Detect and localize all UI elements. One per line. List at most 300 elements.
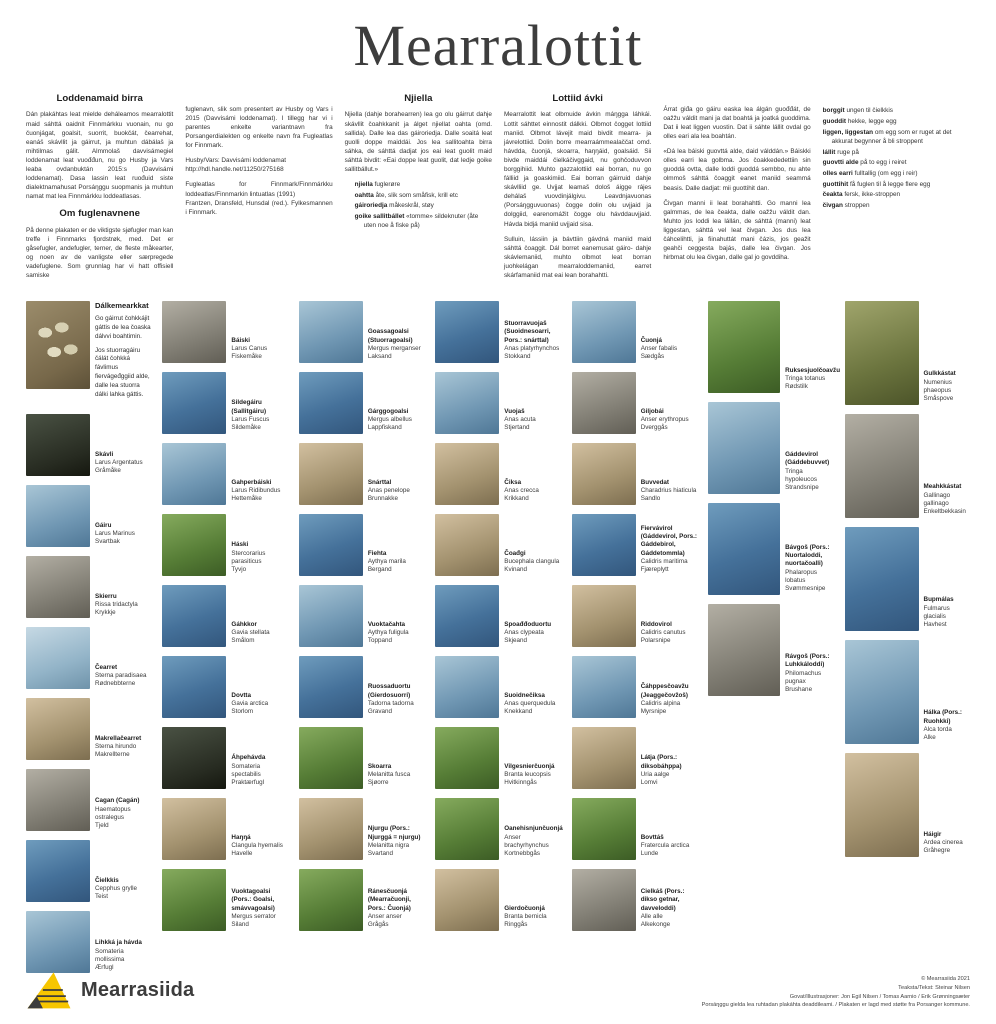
bird-photo <box>26 840 90 902</box>
bird-photo <box>435 372 499 434</box>
bird-label <box>641 408 697 434</box>
bird-cell <box>299 514 424 576</box>
bird-norwegian-name: Polarsnipe <box>640 637 671 645</box>
bird-latin-name: Cepphus grylle <box>95 884 138 892</box>
heading-loddenamaid-birra: Loddenamaid birra <box>56 92 143 104</box>
bird-name: Njurgu (Pors.: Njurggá = njurgu) <box>367 825 421 841</box>
bird-latin-name: Calidris alpina <box>640 699 681 707</box>
bird-photo <box>26 698 90 760</box>
bird-photo <box>572 443 636 505</box>
glossary-entry <box>823 190 970 199</box>
bird-grid <box>0 287 996 972</box>
bird-label <box>95 664 151 690</box>
bird-label <box>231 541 287 575</box>
bird-photo <box>435 656 499 718</box>
bird-name: Čearret <box>95 663 118 671</box>
bird-latin-name: Larus Canus <box>231 344 268 352</box>
bird-cell <box>708 604 833 696</box>
glossary-entry <box>823 148 970 157</box>
bird-name: Hálka (Pors.: Ruohkki) <box>923 709 963 725</box>
bird-name: Láŧja (Pors.: diksobáhppa) <box>640 754 682 770</box>
bird-name: Skierru <box>95 592 117 600</box>
bird-cell <box>845 414 970 518</box>
intro-column-5 <box>663 90 810 287</box>
bird-label <box>368 763 424 789</box>
bird-label <box>504 550 560 576</box>
bird-cell <box>708 402 833 494</box>
bird-label <box>924 831 970 857</box>
bird-photo <box>299 798 363 860</box>
glossary-definition: åte, slik som småfisk, krill etc <box>375 191 459 199</box>
bird-label <box>231 754 287 788</box>
bird-latin-name: Anas penelope <box>367 486 410 494</box>
glossary-term: čeakta <box>822 191 843 199</box>
bird-latin-name: Anas acuta <box>504 415 536 423</box>
bird-column <box>572 301 697 969</box>
glossary-definition: på to egg i reiret <box>860 159 907 167</box>
bird-label <box>231 834 287 860</box>
bird-cell <box>845 753 970 857</box>
bird-photo <box>299 656 363 718</box>
bird-norwegian-name: Brushane <box>785 686 813 694</box>
bird-norwegian-name: Kvinand <box>504 566 528 574</box>
glossary-entry <box>355 201 492 210</box>
bird-cell <box>435 301 560 363</box>
bird-latin-name: Mergus albellus <box>367 415 412 423</box>
bird-photo <box>26 769 90 831</box>
bird-photo <box>572 514 636 576</box>
bird-label <box>368 479 424 505</box>
glossary-entry <box>823 117 970 126</box>
bird-norwegian-name: Sildemåke <box>231 424 261 432</box>
bird-cell <box>299 372 424 434</box>
bird-label <box>785 653 833 695</box>
bird-column <box>708 301 841 969</box>
bird-photo <box>299 514 363 576</box>
bird-cell <box>435 514 560 576</box>
bird-photo <box>162 656 226 718</box>
bird-norwegian-name: Gråmåke <box>95 467 121 475</box>
bird-latin-name: Tadorna tadorna <box>367 699 414 707</box>
bird-name: Ruksesjuolčoavžu <box>785 366 841 374</box>
bird-norwegian-name: Ringgås <box>504 921 528 929</box>
intro-paragraph: Dán plakáhtas leat mielde deháleamos mearralottit maid sáhttá oaidnit Finnmárkku vuonain, nu go čuonjágat, goalsit, suorrit, buokčát, čearrehat, eanáš skávllit ja gáirrut, ja muhtun dábálaš ja mihtilmas gálit. Almmolaš davvisámegiel loddenamat leat vuođđun, nu go Husby ja Vars leaba ovdanbuktán 2015:s (Davvisámi loddenamat). Dasa lassin leat ruođuid siste dialektnamahusat Porsáŋggu suopmanis ja muhtun namat mat lea Finnmárkku loddeatlasas. <box>26 111 174 201</box>
bird-latin-name: Larus Ridibundus <box>231 486 281 494</box>
bird-name: Suoidnečiksa <box>504 691 545 699</box>
bird-photo <box>299 869 363 931</box>
bird-column <box>299 301 424 969</box>
glossary-term: olles earri <box>822 169 853 177</box>
bird-name: Gáddevirol (Gáddebuvvet) <box>785 451 830 467</box>
bird-name: Fiehta <box>367 549 387 557</box>
bird-norwegian-name: Knekkand <box>504 708 533 716</box>
glossary-term: gáiroriedja <box>354 202 388 210</box>
bird-cell <box>572 372 697 434</box>
bird-cell <box>162 656 287 718</box>
credit-line: Porsáŋggu gielda lea ruhtadan plakáhta deaddileami. / Plakaten er lagd med støtte fra Porsanger kommune. <box>701 1002 970 1009</box>
bird-photo <box>162 372 226 434</box>
bird-cell <box>26 556 151 618</box>
bird-norwegian-name: Enkeltbekkasin <box>923 508 966 516</box>
bird-name: Cagan (Cagán) <box>95 797 140 805</box>
bird-photo <box>299 301 363 363</box>
bird-label <box>785 451 833 493</box>
bird-photo <box>26 414 90 476</box>
bird-label <box>504 763 560 789</box>
glossary-entry <box>823 158 970 167</box>
bird-cell <box>26 485 151 547</box>
bird-photo <box>845 414 919 518</box>
bird-label <box>95 451 151 477</box>
bird-norwegian-name: Rødstilk <box>785 383 808 391</box>
bird-latin-name: Uria aalge <box>640 770 670 778</box>
bird-latin-name: Gavia arctica <box>231 699 269 707</box>
bird-cell <box>162 727 287 789</box>
bird-label <box>504 905 560 931</box>
glossary-term: oahtta <box>354 191 374 199</box>
bird-latin-name: Alle alle <box>640 912 663 920</box>
bird-cell <box>572 514 697 576</box>
glossary-entry <box>823 128 970 146</box>
bird-cell <box>435 727 560 789</box>
glossary-term: guoddit <box>822 118 847 126</box>
glossary-definition: fuglerøre <box>374 181 401 189</box>
bird-name: Giljobái <box>640 407 664 415</box>
bird-name: Čoađgi <box>504 549 526 557</box>
glossary-term: lállit <box>822 148 836 156</box>
bird-label <box>95 593 151 619</box>
bird-name: Čáhppesčoavžu (Jeaggečovžoš) <box>640 683 689 699</box>
bird-norwegian-name: Tyvjo <box>231 566 247 574</box>
glossary-term: čivgan <box>822 201 843 209</box>
bird-column <box>162 301 287 969</box>
bird-cell <box>708 301 841 393</box>
glossary-entry <box>355 191 492 200</box>
weather-signs-heading: Dálkemearkkat <box>95 300 149 310</box>
bird-latin-name: Gallinago gallinago <box>923 491 951 507</box>
footer <box>26 970 970 1010</box>
bird-norwegian-name: Bergand <box>367 566 392 574</box>
bird-label <box>368 328 424 362</box>
bird-norwegian-name: Fjæreplytt <box>640 566 669 574</box>
bird-photo <box>26 627 90 689</box>
intro-paragraph: Mearralottit leat olbmuide ávkin máŋgga láhkái. Lottit sáhttet einnostit dálkki. Olbmot čogget lottiid maniid. Olbmot lávejit maid bivdit mearra- ja jávrelottiid. Dolin borre mearraámmealaččat omd. hávdda, čuonjá, skoarra, haŋŋáid, goalsáid. Sii bivde maiddái čielkáčivggaid, nu gohčoduvvon borggihiid. Muhto gazzalottiid eai borran, nu go fálliid ja goaskimiid. Eai borran gáirruid dahje skávlliid ge. Uvjjat leamaš dološ áigge rájes dehálaš vuovdinjálgivu. Leavdnjavuonas (Porsáŋgguvuonas) čogge dolin olu uvjjaid ja dolggiid, earenomážit čogge olu hávddauvjjaid. Hávda bidjá maniid uvjjaid sisa. <box>503 111 652 228</box>
bird-latin-name: Branta leucopsis <box>504 770 551 778</box>
bird-cell <box>26 414 151 476</box>
bird-photo <box>572 727 636 789</box>
bird-photo <box>435 869 499 931</box>
bird-norwegian-name: Kortnebbgås <box>504 850 540 858</box>
bird-name: Čiksa <box>504 478 522 486</box>
bird-cell <box>435 656 560 718</box>
bird-label <box>641 525 697 576</box>
bird-column <box>845 301 970 969</box>
bird-cell <box>572 301 697 363</box>
credit-line: © Mearrasiida 2021 <box>921 976 970 983</box>
bird-photo <box>162 514 226 576</box>
bird-photo <box>708 301 780 393</box>
bird-label <box>504 692 560 718</box>
bird-cell <box>435 372 560 434</box>
bird-latin-name: Stercorarius parasiticus <box>231 549 266 565</box>
logo-text: Mearrasiida <box>81 978 195 1001</box>
bird-norwegian-name: Smålom <box>231 637 255 645</box>
bird-cell <box>435 585 560 647</box>
bird-name: Spoađđoduortu <box>504 620 552 628</box>
bird-norwegian-name: Gravand <box>367 708 392 716</box>
bird-photo <box>435 727 499 789</box>
credits <box>702 975 970 1010</box>
bird-label <box>368 621 424 647</box>
bird-latin-name: Charadrius hiaticula <box>640 486 697 494</box>
bird-label <box>368 888 424 930</box>
bird-photo <box>572 656 636 718</box>
bird-photo <box>162 443 226 505</box>
bird-norwegian-name: Storlom <box>231 708 254 716</box>
bird-photo <box>845 301 919 405</box>
bird-name: Fiervávirol (Gáddevirol, Pors.: Gáddebirol, Gáddetommla) <box>640 524 698 557</box>
bird-cell <box>845 527 970 631</box>
weather-paragraph: Go gáirrut čohkkájit gáttis de lea čoaska dálvvi boahtimin. <box>95 315 151 340</box>
bird-latin-name: Aythya marila <box>367 557 406 565</box>
bird-name: Skávli <box>95 450 114 458</box>
bird-name: Ruossaduortu (Gierdosuorri) <box>367 683 411 699</box>
heading-om-fuglenavnene: Om fuglenavnene <box>59 208 140 220</box>
bird-cell <box>572 656 697 718</box>
bird-label <box>368 683 424 717</box>
bird-name: Dovtta <box>231 691 252 699</box>
bird-label <box>504 479 560 505</box>
bird-norwegian-name: Fiskemåke <box>231 353 262 361</box>
bird-label <box>785 366 841 393</box>
glossary-term: guottihit <box>822 180 849 188</box>
glossary-definition: fersk, ikke-stroppen <box>844 191 901 199</box>
credit-line: Govat/Illustrasjoner: Jon Egil Nilsen / Tomas Aarnio / Erik Grønningsæter <box>789 993 970 1000</box>
bird-norwegian-name: Laksand <box>367 353 392 361</box>
intro-paragraph: På denne plakaten er de viktigste sjøfugler man kan treffe i Finnmarks fjordstrøk, med. Det er gåsefugler, andefugler, terner, de fleste måkearter, og noen av de vanligste eller særpregede vadefuglene. Som grunnlag har vi hatt offisiell samiske <box>26 226 174 280</box>
bird-latin-name: Mergus merganser <box>367 344 421 352</box>
bird-cell <box>26 698 151 760</box>
bird-name: Bovttáš <box>640 833 664 841</box>
intro-section <box>0 78 996 287</box>
nest-eggs-photo <box>26 301 90 389</box>
intro-column-3 <box>345 90 492 287</box>
bird-name: Oanehisnjunčuonjá <box>504 825 563 833</box>
bird-name: Háigir <box>923 830 942 838</box>
bird-label <box>95 877 151 903</box>
bird-latin-name: Larus Argentatus <box>95 458 143 466</box>
bird-norwegian-name: Krykkje <box>95 609 116 617</box>
heading-lottiid-avki: Lottiid ávki <box>552 92 603 104</box>
intro-paragraph: fuglenavn, slik som presentert av Husby og Vars i 2015 (Davvisámi loddenamat). I tillegg har vi i parentes enkelte variantnavn fra Porsangerdialekten og enkelte navn fra Fugleatlas for Finnmark. <box>185 105 333 150</box>
bird-latin-name: Clangula hyemalis <box>231 841 283 849</box>
glossary-definition: ruge på <box>837 148 859 156</box>
bird-latin-name: Alca torda <box>923 725 952 733</box>
bird-latin-name: Ardea cinerea <box>923 838 963 846</box>
glossary-entry <box>823 169 970 178</box>
bird-photo <box>435 585 499 647</box>
bird-photo <box>162 798 226 860</box>
bird-name: Gáiru <box>95 521 112 529</box>
bird-cell <box>162 514 287 576</box>
glossary-entry <box>355 212 492 230</box>
bird-norwegian-name: Stokkand <box>504 353 531 361</box>
bird-name: Bávgoš (Pors.: Nuortaloddi, nuortačoalli) <box>785 543 830 568</box>
glossary-term: njiella <box>354 181 373 189</box>
bird-norwegian-name: Hettemåke <box>231 495 262 503</box>
bird-label <box>231 399 287 433</box>
bird-column <box>435 301 563 969</box>
bird-norwegian-name: Rødnebbterne <box>95 680 136 688</box>
bird-cell <box>572 727 697 789</box>
bird-latin-name: Somateria spectabilis <box>231 762 261 778</box>
bird-cell <box>26 627 151 689</box>
bird-cell <box>299 301 424 363</box>
glossary-entry <box>823 201 970 210</box>
bird-label <box>231 888 287 930</box>
intro-paragraph: Sulluin, lássiin ja bávttiin gávdná maniid maid sáhttá čoaggit. Dál borret eanemusat gáiro- dahje skávlemaniid, muhto olbmot leat borran juohkelágan mearraloddemaniid, earret skárfamaniid mat eai lean borahahtti. <box>503 235 652 279</box>
bird-label <box>95 797 151 831</box>
intro-column-6 <box>823 90 970 287</box>
bird-cell <box>572 798 697 860</box>
bird-cell <box>162 585 287 647</box>
bird-norwegian-name: Gråhegre <box>923 847 951 855</box>
bird-latin-name: Aythya fuligula <box>367 628 409 636</box>
bird-name: Gáhkkor <box>231 620 257 628</box>
bird-name: Vilgesnierčuonjá <box>504 762 555 770</box>
bird-name: Lihkká ja hávda <box>95 939 142 947</box>
bird-cell <box>162 443 287 505</box>
bird-cell <box>162 869 287 931</box>
poster-title: Mearralottit <box>353 13 643 78</box>
bird-name: Vuojaš <box>504 407 525 415</box>
glossary-definition: «tomme» sildeknuter (åte uten noe å fiske på) <box>363 213 479 230</box>
bird-cell <box>299 656 424 718</box>
glossary-term: borggit <box>822 107 845 115</box>
bird-norwegian-name: Sædgås <box>640 353 665 361</box>
bird-latin-name: Sterna hirundo <box>95 742 137 750</box>
bird-cell <box>162 798 287 860</box>
bird-latin-name: Mergus serrator <box>231 912 276 920</box>
bird-name: Makrellačearret <box>95 734 142 742</box>
bird-norwegian-name: Småspove <box>923 395 954 403</box>
glossary-definition: ungen til čielkkis <box>846 107 893 115</box>
bird-label <box>95 522 151 548</box>
bird-cell <box>708 503 833 595</box>
bird-name: Sildegáiru (Sallitgáiru) <box>231 399 267 415</box>
bird-norwegian-name: Alkekonge <box>640 921 671 929</box>
bird-label <box>641 621 697 647</box>
bird-photo <box>572 301 636 363</box>
bird-cell <box>572 869 697 931</box>
intro-paragraph: «Dá lea báiski guovttá alde, daid válddán.» Báiskki olles earri lea golbma. Jos čoakkededettiin sin guoddá ovtta, dalle loddi guoddá sembbo, nu ahte olmmoš sáhttá čoaggit eanet maniid seammá beasis. Dalle dadjat: mii guottihit dan. <box>663 148 811 192</box>
bird-label <box>504 825 563 859</box>
bird-name: Gárggogoalsi <box>367 407 409 415</box>
bird-label <box>231 337 287 363</box>
bird-photo <box>572 798 636 860</box>
bird-latin-name: Larus Fuscus <box>231 415 270 423</box>
bird-label <box>785 544 833 595</box>
bird-photo <box>845 753 919 857</box>
mearrasiida-logo <box>26 970 194 1010</box>
bird-name: Skoarra <box>367 762 392 770</box>
bird-photo <box>26 485 90 547</box>
glossary-term: liggen, liggestan <box>822 128 874 136</box>
glossary-entry <box>823 180 970 189</box>
bird-latin-name: Rissa tridactyla <box>95 600 138 608</box>
bird-latin-name: Anser anser <box>367 912 402 920</box>
bird-label <box>231 479 287 505</box>
bird-norwegian-name: Grågås <box>367 921 389 929</box>
bird-photo <box>162 301 226 363</box>
bird-cell <box>26 911 151 973</box>
bird-latin-name: Haematopus ostralegus <box>95 805 131 821</box>
bird-name: Gahperbáiski <box>231 478 272 486</box>
bird-label <box>95 939 151 973</box>
bird-photo <box>26 911 90 973</box>
bird-column <box>26 300 151 972</box>
mountain-logo-icon <box>26 970 72 1010</box>
bird-photo <box>845 640 919 744</box>
bird-norwegian-name: Krikkand <box>504 495 529 503</box>
bird-latin-name: Melanitta nigra <box>367 841 410 849</box>
intro-column-2 <box>185 90 332 287</box>
bird-name: Báiski <box>231 336 250 344</box>
bird-norwegian-name: Sjøorre <box>367 779 389 787</box>
bird-cell <box>435 869 560 931</box>
bird-latin-name: Melanitta fusca <box>367 770 411 778</box>
bird-photo <box>708 503 780 595</box>
bird-photo <box>572 585 636 647</box>
reference-title: Fugleatlas for Finnmark/Finnmárkku loddeatlas/Finnmarkin lintuatlas (1991) <box>185 181 333 198</box>
bird-cell <box>26 769 151 831</box>
reference-husby-vars <box>185 156 332 174</box>
bird-latin-name: Numenius phaeopus <box>923 378 952 394</box>
bird-label <box>231 621 287 647</box>
bird-cell <box>435 798 563 860</box>
bird-latin-name: Anas querquedula <box>504 699 556 707</box>
bird-cell <box>162 372 287 434</box>
bird-norwegian-name: Lunde <box>640 850 659 858</box>
bird-norwegian-name: Myrsnipe <box>640 708 667 716</box>
intro-paragraph: Čivgan manni ii leat borahahtti. Go manni lea galmmas, de lea čeakta, dalle oažžu váldit dan. Muhto jos loddi lea lállán, de sáhttá (manni) leat liggestan, sáhttá vel leat čivgan. Jos dus lea čáhcelihtti, ja fiinahuttát mani čázis, jos geažit geahči ceggesta bajás, dalle lea čivgan. Jos hirbmat olu lea čivgan, dalle gal jo govddiha. <box>663 199 811 262</box>
bird-label <box>504 320 560 362</box>
bird-norwegian-name: Lomvi <box>640 779 658 787</box>
bird-cell <box>299 798 424 860</box>
bird-name: Meahkkástat <box>923 483 962 491</box>
bird-latin-name: Tringa hypoleucos <box>785 467 817 483</box>
bird-label <box>641 754 697 788</box>
bird-label <box>95 735 151 761</box>
bird-latin-name: Fratercula arctica <box>640 841 690 849</box>
bird-norwegian-name: Lappfiskand <box>367 424 402 432</box>
bird-name: Bupmálas <box>923 596 954 604</box>
bird-norwegian-name: Havelle <box>231 850 253 858</box>
bird-label <box>641 337 697 363</box>
bird-latin-name: Larus Marinus <box>95 529 135 537</box>
bird-norwegian-name: Brunnakke <box>367 495 398 503</box>
bird-name: Goassagoalsi (Stuorragoalsi) <box>367 328 413 344</box>
bird-latin-name: Anas platyrhynchos <box>504 344 560 352</box>
bird-norwegian-name: Toppand <box>367 637 393 645</box>
weather-signs-text <box>95 301 151 406</box>
bird-label <box>924 709 970 743</box>
bird-latin-name: Anas crecca <box>504 486 539 494</box>
heading-njiella: Njiella <box>404 92 433 104</box>
glossary-entry <box>355 180 492 189</box>
bird-label <box>924 596 970 630</box>
glossary-definition: om egg som er ruget at det akkurat begynner å bli stroppent <box>831 128 952 145</box>
